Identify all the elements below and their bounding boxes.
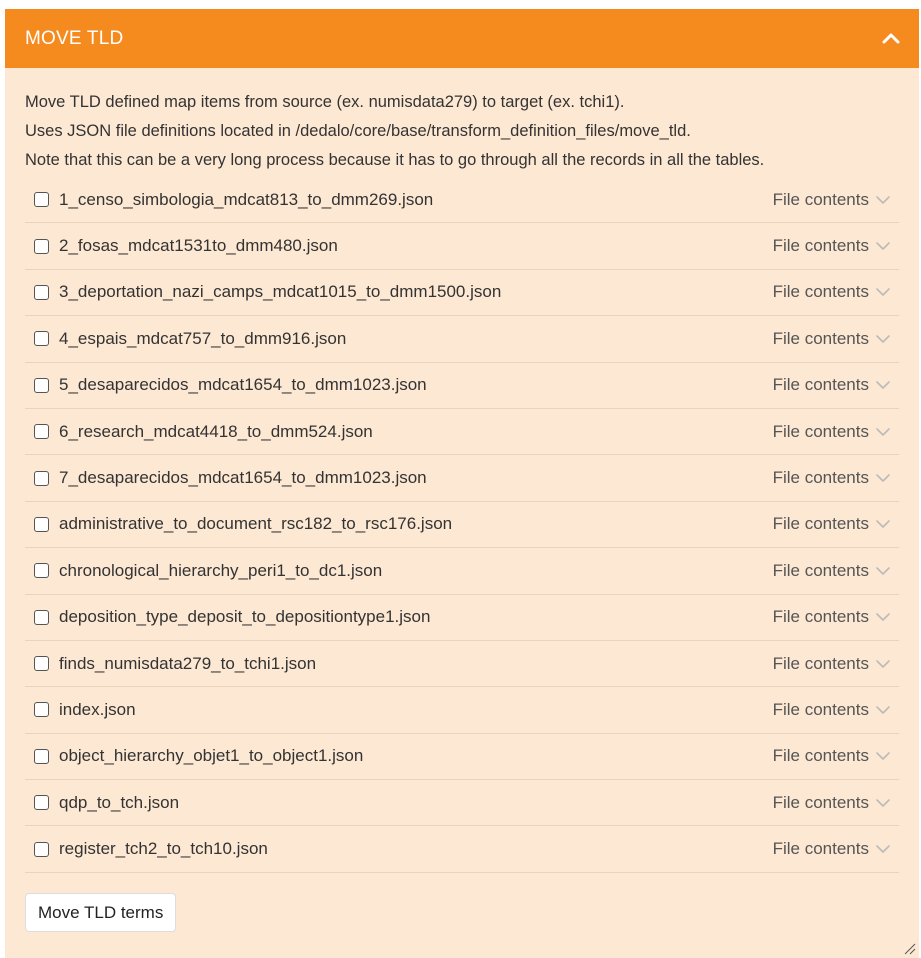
file-contents-toggle[interactable] xyxy=(773,793,891,813)
file-contents-label: File contents xyxy=(772,375,869,395)
file-contents-toggle[interactable] xyxy=(773,746,891,766)
chevron-down-icon xyxy=(875,238,891,254)
file-name-label[interactable]: 3_deportation_nazi_camps_mdcat1015_to_dmm1500.json xyxy=(59,282,502,302)
file-contents-label: File contents xyxy=(772,699,869,719)
file-contents-label: File contents xyxy=(772,189,869,209)
file-checkbox[interactable] xyxy=(34,331,49,346)
file-row xyxy=(25,177,899,223)
chevron-down-icon xyxy=(875,656,891,672)
file-name-label[interactable]: 5_desaparecidos_mdcat1654_to_dmm1023.json xyxy=(59,375,427,395)
file-row xyxy=(25,502,899,548)
file-contents-label: File contents xyxy=(772,746,869,766)
file-contents-toggle[interactable] xyxy=(773,654,891,674)
file-contents-label: File contents xyxy=(772,839,869,859)
file-name-label[interactable]: qdp_to_tch.json xyxy=(59,792,180,812)
chevron-down-icon xyxy=(875,795,891,811)
file-name-label[interactable]: 1_censo_simbologia_mdcat813_to_dmm269.json xyxy=(59,189,434,209)
panel-body xyxy=(5,68,919,873)
resize-handle-icon[interactable] xyxy=(904,943,916,955)
file-checkbox[interactable] xyxy=(34,656,49,671)
file-contents-toggle[interactable] xyxy=(773,236,891,256)
file-checkbox[interactable] xyxy=(34,610,49,625)
chevron-down-icon xyxy=(875,377,891,393)
file-checkbox[interactable] xyxy=(34,795,49,810)
file-contents-label: File contents xyxy=(772,468,869,488)
file-contents-toggle[interactable] xyxy=(773,375,891,395)
description xyxy=(25,68,899,175)
chevron-down-icon xyxy=(875,702,891,718)
file-contents-toggle[interactable] xyxy=(773,839,891,859)
panel-title: MOVE TLD xyxy=(25,27,124,49)
file-row xyxy=(25,687,899,733)
file-checkbox[interactable] xyxy=(34,471,49,486)
chevron-down-icon xyxy=(875,470,891,486)
file-name-label[interactable]: administrative_to_document_rsc182_to_rsc176.json xyxy=(59,514,453,534)
chevron-down-icon xyxy=(875,424,891,440)
file-contents-label: File contents xyxy=(772,236,869,256)
file-contents-toggle[interactable] xyxy=(773,190,891,210)
file-name-label[interactable]: 6_research_mdcat4418_to_dmm524.json xyxy=(59,421,373,441)
chevron-down-icon xyxy=(875,609,891,625)
file-checkbox[interactable] xyxy=(34,192,49,207)
file-contents-toggle[interactable] xyxy=(773,700,891,720)
file-row xyxy=(25,826,899,872)
file-list xyxy=(25,177,899,873)
description-line: Note that this can be a very long process because it has to go through all the records in all the tables. xyxy=(25,151,765,169)
file-row xyxy=(25,409,899,455)
file-row xyxy=(25,548,899,594)
file-name-label[interactable]: finds_numisdata279_to_tchi1.json xyxy=(59,653,317,673)
file-contents-label: File contents xyxy=(772,514,869,534)
move-tld-panel xyxy=(5,9,919,958)
file-name-label[interactable]: 2_fosas_mdcat1531to_dmm480.json xyxy=(59,236,338,256)
file-row xyxy=(25,641,899,687)
file-row xyxy=(25,316,899,362)
chevron-down-icon xyxy=(875,284,891,300)
chevron-down-icon xyxy=(875,192,891,208)
file-checkbox[interactable] xyxy=(34,517,49,532)
file-name-label[interactable]: 4_espais_mdcat757_to_dmm916.json xyxy=(59,328,347,348)
file-checkbox[interactable] xyxy=(34,702,49,717)
file-checkbox[interactable] xyxy=(34,285,49,300)
file-row xyxy=(25,223,899,269)
file-contents-label: File contents xyxy=(772,560,869,580)
file-checkbox[interactable] xyxy=(34,842,49,857)
file-row xyxy=(25,595,899,641)
chevron-down-icon xyxy=(875,331,891,347)
description-line: Uses JSON file definitions located in /dedalo/core/base/transform_definition_files/move_tld. xyxy=(25,122,691,140)
file-name-label[interactable]: index.json xyxy=(59,699,136,719)
file-name-label[interactable]: register_tch2_to_tch10.json xyxy=(59,839,268,859)
file-contents-toggle[interactable] xyxy=(773,422,891,442)
file-checkbox[interactable] xyxy=(34,424,49,439)
file-contents-toggle[interactable] xyxy=(773,282,891,302)
file-contents-toggle[interactable] xyxy=(773,329,891,349)
chevron-down-icon xyxy=(875,841,891,857)
file-name-label[interactable]: chronological_hierarchy_peri1_to_dc1.json xyxy=(59,560,383,580)
file-contents-label: File contents xyxy=(772,653,869,673)
file-row xyxy=(25,780,899,826)
file-name-label[interactable]: object_hierarchy_objet1_to_object1.json xyxy=(59,746,364,766)
file-row xyxy=(25,455,899,501)
file-contents-toggle[interactable] xyxy=(773,468,891,488)
file-checkbox[interactable] xyxy=(34,378,49,393)
file-name-label[interactable]: 7_desaparecidos_mdcat1654_to_dmm1023.json xyxy=(59,468,427,488)
file-checkbox[interactable] xyxy=(34,239,49,254)
chevron-down-icon xyxy=(875,516,891,532)
file-contents-label: File contents xyxy=(772,282,869,302)
file-contents-toggle[interactable] xyxy=(773,561,891,581)
file-contents-label: File contents xyxy=(772,421,869,441)
file-row xyxy=(25,363,899,409)
file-contents-toggle[interactable] xyxy=(773,607,891,627)
panel-header[interactable] xyxy=(5,9,919,68)
move-tld-terms-button[interactable]: Move TLD terms xyxy=(25,893,176,932)
description-line: Move TLD defined map items from source (ex. numisdata279) to target (ex. tchi1). xyxy=(25,93,625,111)
file-row xyxy=(25,734,899,780)
chevron-down-icon xyxy=(875,563,891,579)
file-checkbox[interactable] xyxy=(34,749,49,764)
file-row xyxy=(25,270,899,316)
file-name-label[interactable]: deposition_type_deposit_to_depositiontype1.json xyxy=(59,607,431,627)
chevron-down-icon xyxy=(875,748,891,764)
file-contents-toggle[interactable] xyxy=(773,514,891,534)
file-contents-label: File contents xyxy=(772,792,869,812)
file-contents-label: File contents xyxy=(772,607,869,627)
chevron-up-icon[interactable] xyxy=(879,27,903,51)
file-checkbox[interactable] xyxy=(34,563,49,578)
file-contents-label: File contents xyxy=(772,328,869,348)
